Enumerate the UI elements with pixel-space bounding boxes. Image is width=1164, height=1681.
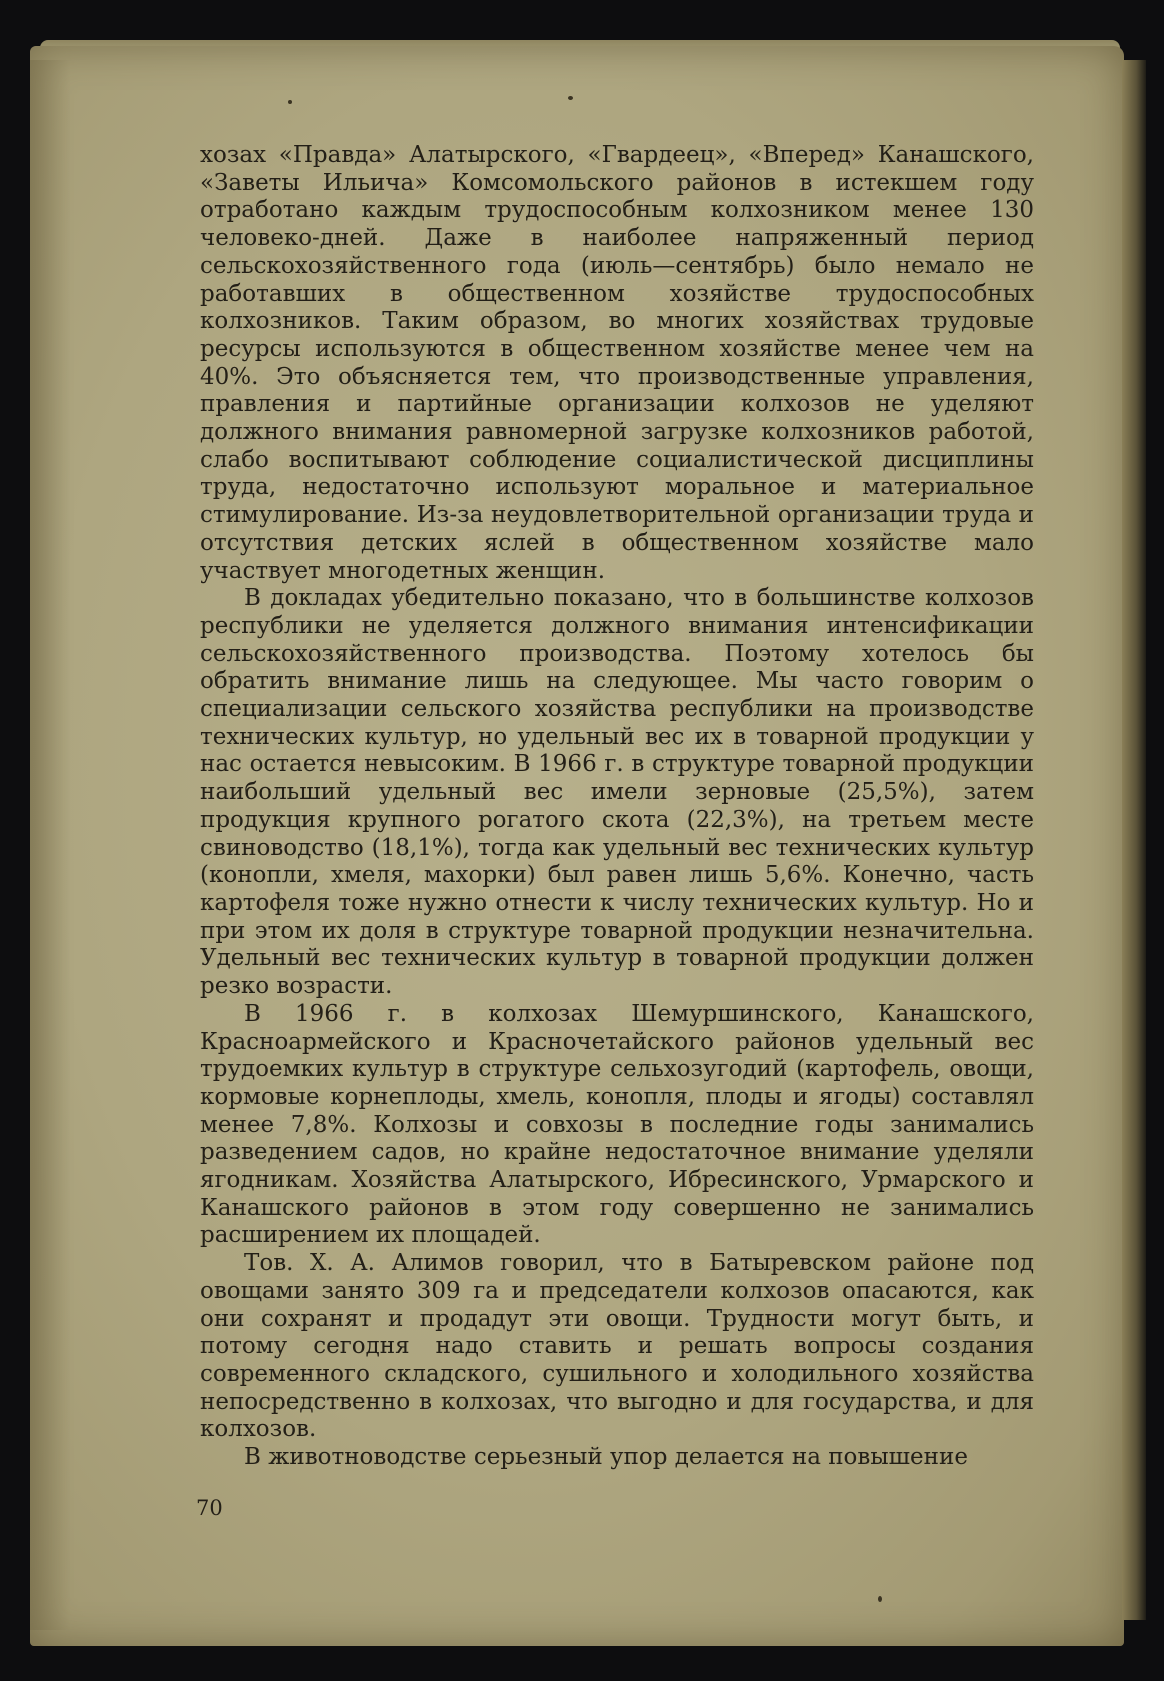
- body-text: [200, 142, 1034, 1472]
- paragraph: В докладах убедительно показано, что в большинстве колхозов республики не уделяется должного внимания интенсификации сельскохозяйственного производства. Поэтому хотелось бы обратить внимание лишь на следующее. Мы часто говорим о специализации сельского хозяйства республики на производстве технических культур, но удельный вес их в товарной продукции у нас остается невысоким. В 1966 г. в структуре товарной продукции наибольший удельный вес имели зерновые (25,5%), затем продукция крупного рогатого скота (22,3%), на третьем месте свиноводство (18,1%), тогда как удельный вес технических культур (конопли, хмеля, махорки) был равен лишь 5,6%. Конечно, часть картофеля тоже нужно отнести к числу технических культур. Но и при этом их доля в структуре товарной продукции незначительна. Удельный вес технических культур в товарной продукции должен резко возрасти.: [200, 585, 1034, 1000]
- paper-speck: [568, 96, 573, 100]
- page-left-shadow: [30, 60, 70, 1630]
- page-number: 70: [196, 1496, 223, 1520]
- paper-speck: [288, 100, 292, 104]
- paragraph: хозах «Правда» Алатырского, «Гвардеец», «Вперед» Канашского, «Заветы Ильича» Комсомольского районов в истекшем году отработано каждым трудоспособным колхозником менее 130 человеко-дней. Даже в наиболее напряженный период сельскохозяйственного года (июль—сентябрь) было немало не работавших в общественном хозяйстве трудоспособных колхозников. Таким образом, во многих хозяйствах трудовые ресурсы используются в общественном хозяйстве менее чем на 40%. Это объясняется тем, что производственные управления, правления и партийные организации колхозов не уделяют должного внимания равномерной загрузке колхозников работой, слабо воспитывают соблюдение социалистической дисциплины труда, недостаточно используют моральное и материальное стимулирование. Из-за неудовлетворительной организации труда и отсутствия детских яслей в общественном хозяйстве мало участвует многодетных женщин.: [200, 142, 1034, 584]
- paper-speck: [878, 1596, 882, 1602]
- paragraph: В животноводстве серьезный упор делается на повышение: [244, 1444, 968, 1471]
- paragraph: Тов. Х. А. Алимов говорил, что в Батыревском районе под овощами занято 309 га и председатели колхозов опасаются, как они сохранят и продадут эти овощи. Трудности могут быть, и потому сегодня надо ставить и решать вопросы создания современного складского, сушильного и холодильного хозяйства непосредственно в колхозах, что выгодно и для государства, и для колхозов.: [200, 1250, 1034, 1443]
- paragraph: В 1966 г. в колхозах Шемуршинского, Канашского, Красноармейского и Красночетайского районов удельный вес трудоемких культур в структуре сельхозугодий (картофель, овощи, кормовые корнеплоды, хмель, конопля, плоды и ягоды) составлял менее 7,8%. Колхозы и совхозы в последние годы занимались разведением садов, но крайне недостаточное внимание уделяли ягодникам. Хозяйства Алатырского, Ибресинского, Урмарского и Канашского районов в этом году совершенно не занимались расширением их площадей.: [200, 1000, 1034, 1249]
- book-gutter: [1122, 60, 1146, 1620]
